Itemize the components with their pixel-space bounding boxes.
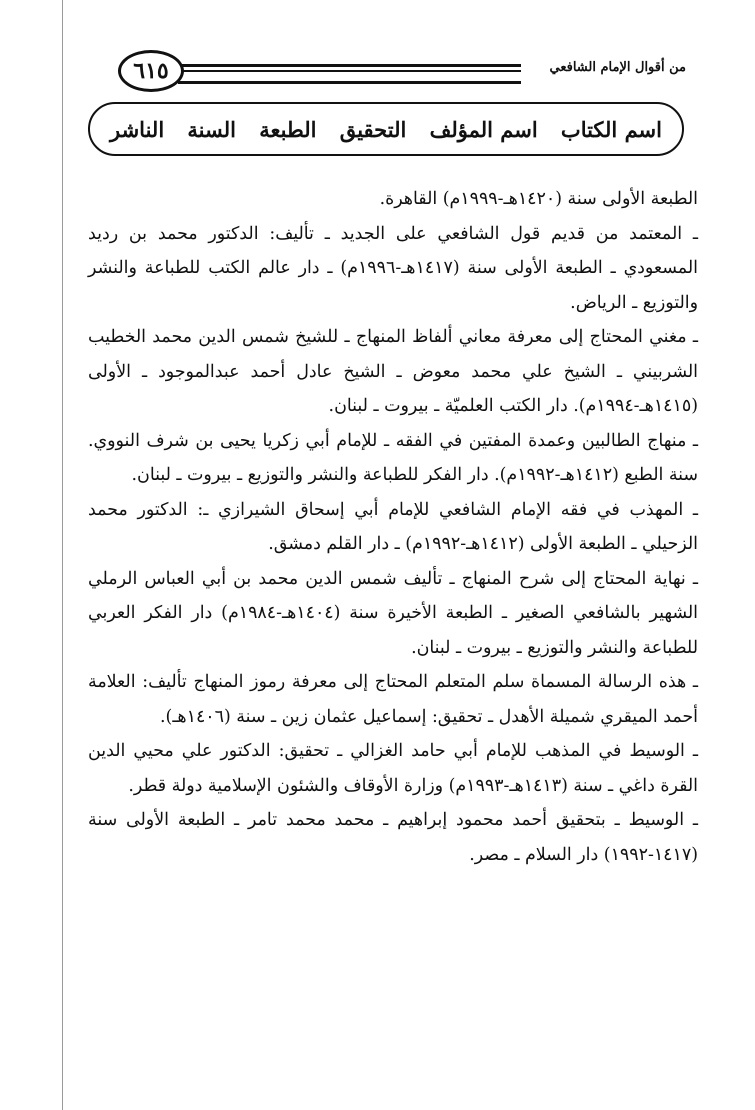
- running-title: من أقوال الإمام الشافعي: [549, 60, 686, 75]
- column-publisher: الناشر: [110, 116, 165, 142]
- bibliography-entry: الطبعة الأولى سنة (١٤٢٠هـ-١٩٩٩م) القاهرة.: [379, 189, 698, 209]
- bibliography-entry: ـ هذه الرسالة المسماة سلم المتعلم المحتاج إلى معرفة رموز المنهاج تأليف: العلامة أحمد الميقري شميلة الأهدل ـ تحقيق: إسماعيل عثمان زين ـ سنة (١٤٠٦هـ).: [88, 672, 698, 727]
- header-rule: [178, 64, 521, 84]
- bibliography-entry: ـ المهذب في فقه الإمام الشافعي للإمام أبي إسحاق الشيرازي ـ: الدكتور محمد الزحيلي ـ الطبعة الأولى (١٤١٢هـ-١٩٩٢م) ـ دار القلم دمشق.: [88, 499, 698, 554]
- column-editor: التحقيق: [339, 116, 407, 142]
- column-book-title: اسم الكتاب: [560, 116, 662, 142]
- column-author: اسم المؤلف: [429, 116, 538, 142]
- column-edition: الطبعة: [259, 116, 317, 142]
- bibliography-entry: ـ منهاج الطالبين وعمدة المفتين في الفقه ـ للإمام أبي زكريا يحيى بن شرف النووي. سنة الطبع (١٤١٢هـ-١٩٩٢م). دار الفكر للطباعة والنشر والتوزيع ـ بيروت ـ لبنان.: [88, 430, 698, 485]
- bibliography-entry: ـ المعتمد من قديم قول الشافعي على الجديد ـ تأليف: الدكتور محمد بن رديد المسعودي ـ الطبعة الأولى سنة (١٤١٧هـ-١٩٩٦م) ـ دار عالم الكتب للطباعة والنشر والتوزيع ـ الرياض.: [88, 223, 698, 313]
- bibliography-entry: ـ مغني المحتاج إلى معرفة معاني ألفاظ المنهاج ـ للشيخ شمس الدين محمد الخطيب الشربيني ـ الشيخ علي محمد معوض ـ الشيخ عادل أحمد عبدالموجود ـ الأولى (١٤١٥هـ-١٩٩٤م). دار الكتب العلميّة ـ بيروت ـ لبنان.: [88, 327, 698, 416]
- column-headings: [88, 102, 684, 156]
- bibliography-entry: ـ الوسيط ـ بتحقيق أحمد محمود إبراهيم ـ محمد محمد تامر ـ الطبعة الأولى سنة (١٤١٧-١٩٩٢) دار السلام ـ مصر.: [88, 810, 698, 865]
- page-header: [88, 48, 686, 92]
- page-number: ٦١٥: [118, 50, 184, 92]
- bibliography-list: [88, 182, 698, 872]
- bibliography-entry: ـ نهاية المحتاج إلى شرح المنهاج ـ تأليف شمس الدين محمد بن أبي العباس الرملي الشهير بالشافعي الصغير ـ الطبعة الأخيرة سنة (١٤٠٤هـ-١٩٨٤م) دار الفكر العربي للطباعة والنشر والتوزيع ـ بيروت ـ لبنان.: [88, 568, 698, 658]
- bibliography-entry: ـ الوسيط في المذهب للإمام أبي حامد الغزالي ـ تحقيق: الدكتور علي محيي الدين القرة داغي ـ سنة (١٤١٣هـ-١٩٩٣م) وزارة الأوقاف والشئون الإسلامية دولة قطر.: [88, 741, 698, 796]
- column-year: السنة: [187, 116, 236, 142]
- margin-rule: [62, 0, 63, 1110]
